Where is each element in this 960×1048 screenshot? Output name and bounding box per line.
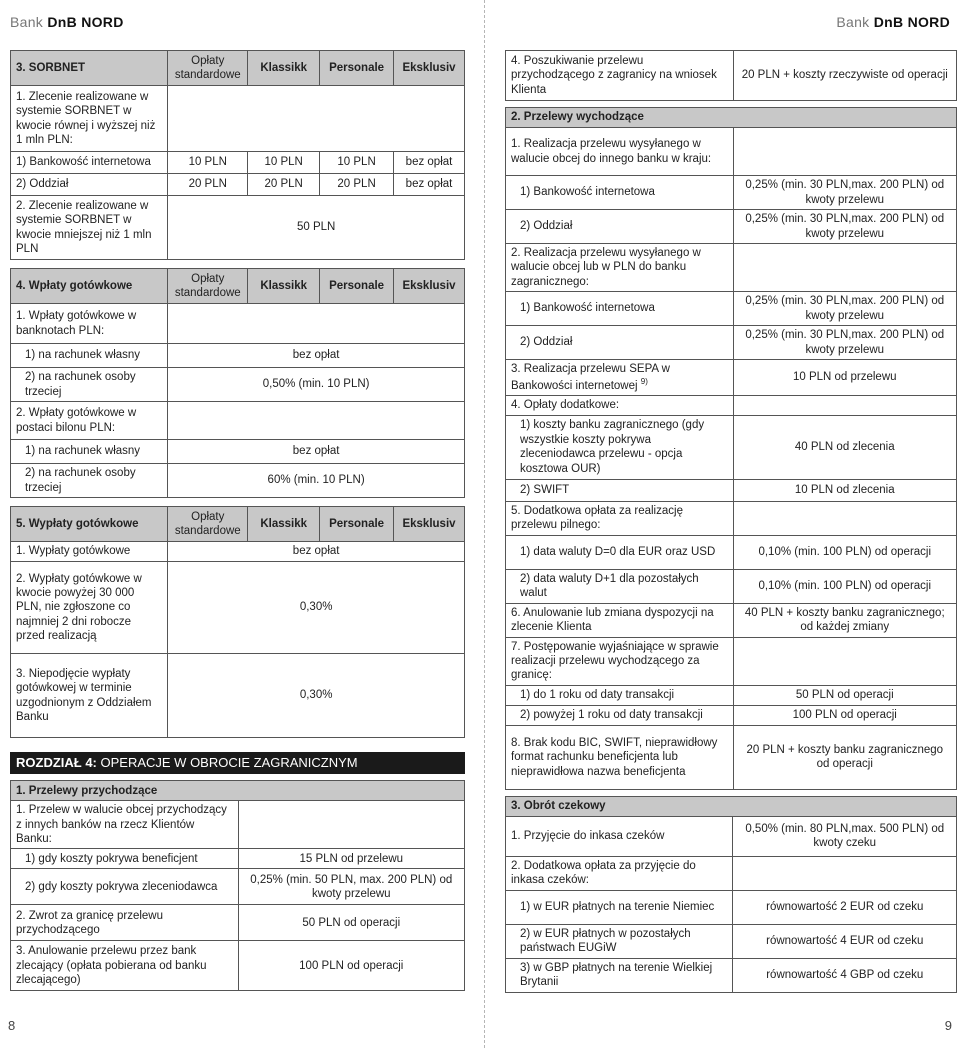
- item-label: 2. Wypłaty gotówkowe w kwocie powyżej 30 000 PLN, nie zgłoszone co najmniej 2 dni robocze przed realizacją: [11, 562, 168, 654]
- cell-value: 20 PLN + koszty banku zagranicznego od operacji: [733, 725, 957, 789]
- cell-value: 0,50% (min. 80 PLN,max. 500 PLN) od kwoty czeku: [733, 816, 957, 856]
- row-label: 1) Bankowość internetowa: [506, 292, 734, 326]
- cell-value: 20 PLN + koszty rzeczywiste od operacji: [733, 51, 956, 101]
- wplaty-table: [10, 268, 465, 498]
- item-label: 1. Przelew w walucie obcej przychodzący z innych banków na rzecz Klientów Banku:: [11, 801, 239, 849]
- item-label: 3. Realizacja przelewu SEPA w Bankowości internetowej $^{9)}$: [506, 360, 734, 396]
- section-title: 1. Przelewy przychodzące: [11, 781, 465, 801]
- cell-value: 0,25% (min. 30 PLN,max. 200 PLN) od kwoty przelewu: [733, 326, 957, 360]
- cell-value: 0,25% (min. 30 PLN,max. 200 PLN) od kwoty przelewu: [733, 176, 957, 210]
- item-label: 1. Przyjęcie do inkasa czeków: [506, 816, 733, 856]
- chapter-heading: ROZDZIAŁ 4: OPERACJE W OBROCIE ZAGRANICZNYM: [10, 752, 465, 774]
- row-label: 2) data waluty D+1 dla pozostałych walut: [506, 569, 734, 603]
- cell-value: 50 PLN od operacji: [733, 685, 957, 705]
- cell-value: równowartość 4 GBP od czeku: [733, 958, 957, 992]
- row-label: 2) na rachunek osoby trzeciej: [11, 368, 168, 402]
- item-label: 5. Dodatkowa opłata za realizację przelewu pilnego:: [506, 501, 734, 535]
- section-title: 4. Wpłaty gotówkowe: [11, 269, 168, 304]
- cell-value: 10 PLN: [320, 152, 394, 174]
- item-label: 2. Realizacja przelewu wysyłanego w walucie obcej lub w PLN do banku zagranicznego:: [506, 244, 734, 292]
- item-label: 4. Opłaty dodatkowe:: [506, 395, 734, 415]
- cell-value: 10 PLN od zlecenia: [733, 479, 957, 501]
- row-label: 2) SWIFT: [506, 479, 734, 501]
- cell-value: 0,10% (min. 100 PLN) od operacji: [733, 535, 957, 569]
- item-label: 7. Postępowanie wyjaśniające w sprawie realizacji przelewu wychodzącego za granicę:: [506, 637, 734, 685]
- row-label: 1) w EUR płatnych na terenie Niemiec: [506, 890, 733, 924]
- col-oplaty: Opłaty standardowe: [168, 51, 248, 86]
- col-klassik: Klassikk: [248, 269, 320, 304]
- bank-logo-right: Bank DnB NORD: [836, 14, 950, 30]
- row-label: 1) koszty banku zagranicznego (gdy wszystkie koszty pokrywa zleceniodawca przelewu - opcja kosztowa OUR): [506, 415, 734, 479]
- page-fold-divider: [484, 0, 485, 1048]
- item-label: 1. Wpłaty gotówkowe w banknotach PLN:: [11, 304, 168, 344]
- col-klassik: Klassikk: [248, 51, 320, 86]
- item-label: 2. Zwrot za granicę przelewu przychodzącego: [11, 905, 239, 941]
- cell-value: 10 PLN od przelewu: [733, 360, 957, 396]
- cell-value: 60% (min. 10 PLN): [168, 464, 465, 498]
- czeki-table: [505, 796, 957, 993]
- cell-value: bez opłat: [168, 344, 465, 368]
- cell-value: 40 PLN + koszty banku zagranicznego; od każdej zmiany: [733, 603, 957, 637]
- item-label: 1. Wypłaty gotówkowe: [11, 542, 168, 562]
- row-label: 2) Oddział: [11, 174, 168, 196]
- section-title: 2. Przelewy wychodzące: [506, 108, 957, 128]
- cell-value: 20 PLN: [248, 174, 320, 196]
- row-label: 1) Bankowość internetowa: [506, 176, 734, 210]
- col-personale: Personale: [320, 51, 394, 86]
- row-label: 2) na rachunek osoby trzeciej: [11, 464, 168, 498]
- row-label: 2) w EUR płatnych w pozostałych państwach EUGiW: [506, 924, 733, 958]
- row-label: 1) data waluty D=0 dla EUR oraz USD: [506, 535, 734, 569]
- item-label: 1. Zlecenie realizowane w systemie SORBNET w kwocie równej i wyższej niż 1 mln PLN:: [11, 86, 168, 152]
- item-label: 8. Brak kodu BIC, SWIFT, nieprawidłowy format rachunku beneficjenta lub nieprawidłowa nazwa beneficjenta: [506, 725, 734, 789]
- col-eksklusiv: Eksklusiv: [394, 507, 465, 542]
- cell-value: 40 PLN od zlecenia: [733, 415, 957, 479]
- bank-logo-left: Bank DnB NORD: [10, 14, 124, 30]
- col-personale: Personale: [320, 269, 394, 304]
- item-label: 2. Wpłaty gotówkowe w postaci bilonu PLN:: [11, 402, 168, 440]
- cell-value: 20 PLN: [320, 174, 394, 196]
- row-label: 1) do 1 roku od daty transakcji: [506, 685, 734, 705]
- row-label: 1) na rachunek własny: [11, 440, 168, 464]
- col-klassik: Klassikk: [248, 507, 320, 542]
- row-label: 2) Oddział: [506, 326, 734, 360]
- cell-value: 50 PLN od operacji: [238, 905, 464, 941]
- section-title: 3. Obrót czekowy: [506, 796, 957, 816]
- section-title: 5. Wypłaty gotówkowe: [11, 507, 168, 542]
- cell-value: 0,50% (min. 10 PLN): [168, 368, 465, 402]
- row-label: 1) Bankowość internetowa: [11, 152, 168, 174]
- cell-value: 0,25% (min. 50 PLN, max. 200 PLN) od kwoty przelewu: [238, 869, 464, 905]
- cell-value: 20 PLN: [168, 174, 248, 196]
- przychodzace-table: [10, 780, 465, 991]
- sorbnet-table: [10, 50, 465, 260]
- cell-value: 0,25% (min. 30 PLN,max. 200 PLN) od kwoty przelewu: [733, 210, 957, 244]
- item-label: 4. Poszukiwanie przelewu przychodzącego z zagranicy na wniosek Klienta: [506, 51, 734, 101]
- cell-value: bez opłat: [394, 152, 465, 174]
- cell-value: 10 PLN: [248, 152, 320, 174]
- cell-value: równowartość 2 EUR od czeku: [733, 890, 957, 924]
- row-label: 3) w GBP płatnych na terenie Wielkiej Brytanii: [506, 958, 733, 992]
- item-label: 2. Dodatkowa opłata za przyjęcie do inkasa czeków:: [506, 856, 733, 890]
- item-label: 6. Anulowanie lub zmiana dyspozycji na zlecenie Klienta: [506, 603, 734, 637]
- col-eksklusiv: Eksklusiv: [394, 51, 465, 86]
- page-number-left: 8: [8, 1017, 16, 1033]
- row-label: 2) Oddział: [506, 210, 734, 244]
- item-label: 1. Realizacja przelewu wysyłanego w walucie obcej do innego banku w kraju:: [506, 128, 734, 176]
- row-label: 1) gdy koszty pokrywa beneficjent: [11, 849, 239, 869]
- cell-value: 0,30%: [168, 654, 465, 738]
- cell-value: 0,25% (min. 30 PLN,max. 200 PLN) od kwoty przelewu: [733, 292, 957, 326]
- col-eksklusiv: Eksklusiv: [394, 269, 465, 304]
- cell-value: bez opłat: [168, 542, 465, 562]
- item-label: 3. Anulowanie przelewu przez bank zlecający (opłata pobierana od banku zlecającego): [11, 941, 239, 991]
- cell-value: 10 PLN: [168, 152, 248, 174]
- cell-value: 100 PLN od operacji: [238, 941, 464, 991]
- left-column: [10, 50, 465, 991]
- row-label: 2) powyżej 1 roku od daty transakcji: [506, 705, 734, 725]
- cell-value: 15 PLN od przelewu: [238, 849, 464, 869]
- item-label: 3. Niepodjęcie wypłaty gotówkowej w terminie uzgodnionym z Oddziałem Banku: [11, 654, 168, 738]
- wyplaty-table: [10, 506, 465, 738]
- right-column: [505, 50, 957, 993]
- page-number-right: 9: [944, 1017, 952, 1033]
- col-oplaty: Opłaty standardowe: [168, 507, 248, 542]
- row-label: 1) na rachunek własny: [11, 344, 168, 368]
- cell-value: bez opłat: [394, 174, 465, 196]
- cell-value: równowartość 4 EUR od czeku: [733, 924, 957, 958]
- poszukiwanie-table: [505, 50, 957, 101]
- footnote-ref: 9): [640, 376, 648, 386]
- item-label: 2. Zlecenie realizowane w systemie SORBNET w kwocie mniejszej niż 1 mln PLN: [11, 196, 168, 260]
- row-label: 2) gdy koszty pokrywa zleceniodawca: [11, 869, 239, 905]
- cell-value: 50 PLN: [168, 196, 465, 260]
- col-personale: Personale: [320, 507, 394, 542]
- cell-value: 0,30%: [168, 562, 465, 654]
- wychodzace-table: [505, 107, 957, 790]
- cell-value: 0,10% (min. 100 PLN) od operacji: [733, 569, 957, 603]
- cell-value: bez opłat: [168, 440, 465, 464]
- cell-value: 100 PLN od operacji: [733, 705, 957, 725]
- col-oplaty: Opłaty standardowe: [168, 269, 248, 304]
- section-title: 3. SORBNET: [11, 51, 168, 86]
